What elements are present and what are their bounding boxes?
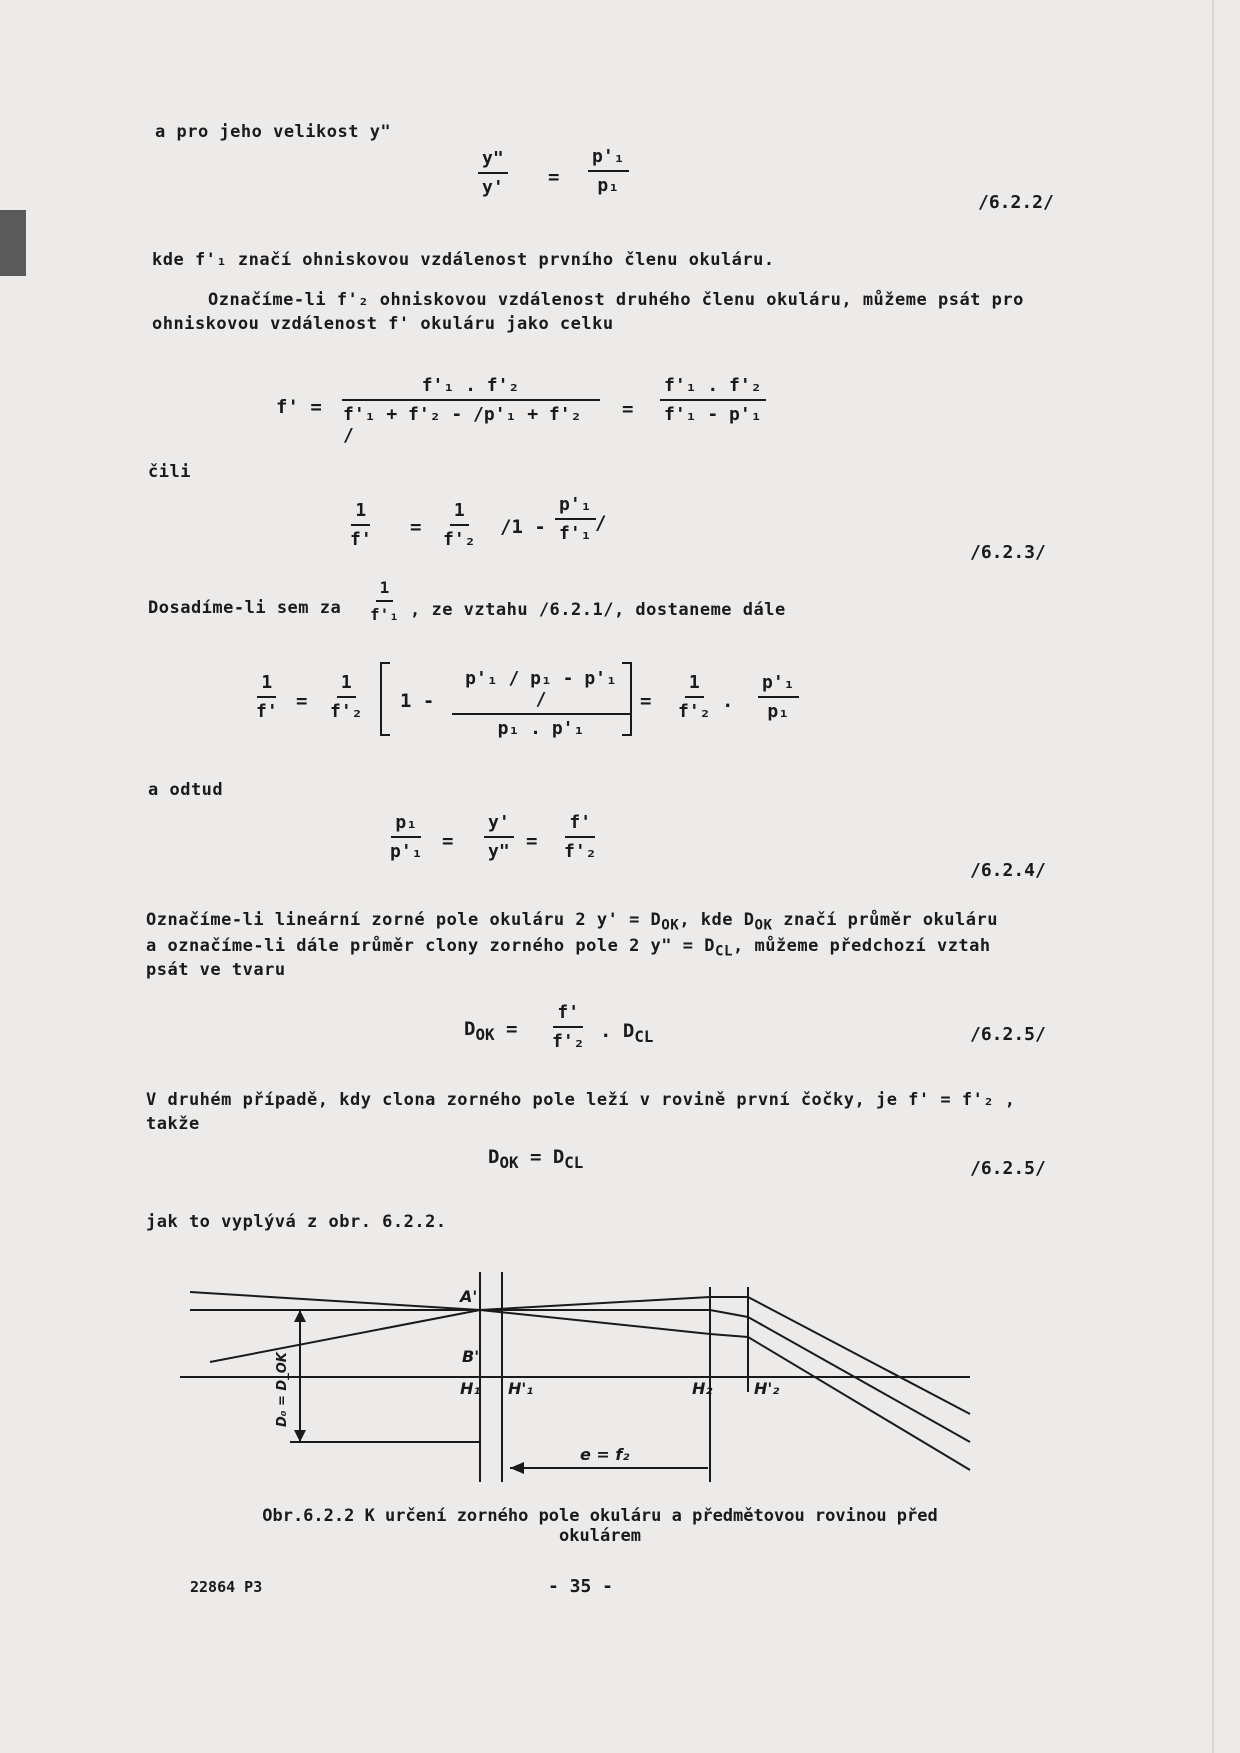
eq3-equals: = (410, 516, 422, 538)
ray-3c (710, 1334, 748, 1337)
eq5-eq1: = (296, 690, 308, 712)
eq-tag-6-2-4: /6.2.4/ (970, 860, 1046, 881)
text-line-4: ohniskovou vzdálenost f' okuláru jako celku (152, 314, 614, 334)
footer-code: 22864 P3 (190, 1578, 263, 1596)
eq1-frac-right: $\frac{\text{p'₁}}{\text{p₁}}$ (588, 146, 629, 196)
eq8: $D_{OK} = D_{CL}$ (488, 1146, 584, 1172)
eq1-equals: = (548, 166, 560, 188)
eq1-frac-left: $\frac{y"}{y'}$ (478, 148, 508, 198)
ray-3a (210, 1310, 480, 1362)
label-H1: H₁ (460, 1379, 481, 1398)
eq5-dot: . (722, 690, 734, 712)
ray-2c (710, 1310, 748, 1317)
text-a-odtud: a odtud (148, 780, 224, 800)
label-H1-prime: H'₁ (508, 1379, 534, 1398)
eq5-frac-inner: $\frac{\text{p'₁ / p₁ - p'₁ /}}{\text{p₁ . p'₁}}$ (452, 668, 630, 739)
eq4-inline-frac: $\frac{1}{\text{f'₁}}$ (370, 578, 399, 624)
label-B-prime: B' (462, 1347, 480, 1366)
page-right-edge (1212, 0, 1214, 1753)
text-line-2: kde f'₁ značí ohniskovou vzdálenost prvního členu okuláru. (152, 250, 775, 270)
eq7-rhs: . $D_{CL}$ (600, 1020, 654, 1046)
eq6-frac-1: $\frac{\text{p₁}}{\text{p'₁}}$ (390, 812, 423, 862)
dim-arrow-bottom (294, 1430, 306, 1442)
text-line-12: takže (146, 1114, 200, 1134)
ray-2d (748, 1317, 970, 1442)
label-A-prime: A' (460, 1287, 478, 1306)
text-line-1: a pro jeho velikost y" (155, 122, 392, 142)
ray-1b (480, 1297, 710, 1310)
eq5-eq2: = (640, 690, 652, 712)
label-e-f2: e = f₂ (580, 1445, 630, 1464)
eq5-frac-2: $\frac{1}{\text{f'₂}}$ (330, 672, 363, 722)
label-H2: H₂ (692, 1379, 713, 1398)
text-line-3: Označíme-li f'₂ ohniskovou vzdálenost druhého členu okuláru, můžeme psát pro (208, 290, 1024, 310)
eq5-one-minus: 1 - (400, 690, 435, 712)
eq2-lhs: f' = (276, 396, 322, 418)
label-D0-DOK: D₀ = D_OK (275, 1352, 290, 1427)
figure-caption: Obr.6.2.2 K určení zorného pole okuláru a předmětovou rovinou před okulárem (262, 1506, 938, 1546)
eq2-frac-left: $\frac{\text{f'₁ . f'₂}}{\text{f'₁ + f'₂ - /p'₁ + f'₂ /}}$ (343, 375, 598, 446)
eq7-frac: $\frac{f'}{\text{f'₂}}$ (552, 1002, 585, 1052)
text-line-6a: Dosadíme-li sem za (148, 598, 342, 618)
eq5-frac-3: $\frac{1}{\text{f'₂}}$ (678, 672, 711, 722)
ray-1a (190, 1292, 480, 1310)
eq5-frac-4: $\frac{\text{p'₁}}{\text{p₁}}$ (758, 672, 799, 722)
eq3-frac-2: $\frac{1}{\text{f'₂}}$ (443, 500, 476, 550)
eq-tag-6-2-3: /6.2.3/ (970, 542, 1046, 563)
eq2-frac-right: $\frac{\text{f'₁ . f'₂}}{\text{f'₁ - p'₁}}$ (660, 375, 766, 425)
eq3-close: / (595, 512, 607, 534)
text-line-6b: , ze vztahu /6.2.1/, dostaneme dále (410, 600, 786, 620)
optical-diagram (180, 1262, 980, 1492)
eq-tag-6-2-5a: /6.2.5/ (970, 1024, 1046, 1045)
eq6-eq2: = (526, 830, 538, 852)
e-arrow-head (510, 1462, 524, 1474)
text-line-9: a označíme-li dále průměr clony zorného pole 2 y" = $D_{CL}$, můžeme předchozí vztah (146, 936, 991, 960)
eq5-bracket-left (380, 662, 390, 736)
text-line-11: V druhém případě, kdy clona zorného pole leží v rovině první čočky, je f' = f'₂ , (146, 1090, 1016, 1110)
label-H2-prime: H'₂ (754, 1379, 780, 1398)
dim-arrow-top (294, 1310, 306, 1322)
eq5-bracket-right (622, 662, 632, 736)
eq3-frac-3: $\frac{\text{p'₁}}{\text{f'₁}}$ (555, 494, 596, 544)
ray-1d (748, 1297, 970, 1414)
ray-3b (480, 1310, 710, 1334)
eq-tag-6-2-5b: /6.2.5/ (970, 1158, 1046, 1179)
text-line-10: psát ve tvaru (146, 960, 286, 980)
eq2-equals: = (622, 398, 634, 420)
eq5-frac-1: $\frac{1}{f'}$ (256, 672, 278, 722)
ray-3d (748, 1337, 970, 1470)
scan-edge-mark (0, 210, 26, 276)
text-line-8: Označíme-li lineární zorné pole okuláru 2 $y' = D_{OK}$, kde $D_{OK}$ značí průměr okuláru (146, 910, 998, 934)
text-line-13: jak to vyplývá z obr. 6.2.2. (146, 1212, 447, 1232)
text-cili: čili (148, 462, 191, 482)
eq7-lhs: $D_{OK}$ = (464, 1018, 518, 1044)
eq6-eq1: = (442, 830, 454, 852)
page-number: - 35 - (548, 1576, 614, 1597)
eq-tag-6-2-2: /6.2.2/ (978, 192, 1054, 213)
eq6-frac-3: $\frac{f'}{\text{f'₂}}$ (564, 812, 597, 862)
eq3-paren: /1 - (500, 516, 546, 538)
eq3-frac-1: $\frac{1}{f'}$ (350, 500, 372, 550)
eq6-frac-2: $\frac{y'}{y"}$ (484, 812, 514, 862)
